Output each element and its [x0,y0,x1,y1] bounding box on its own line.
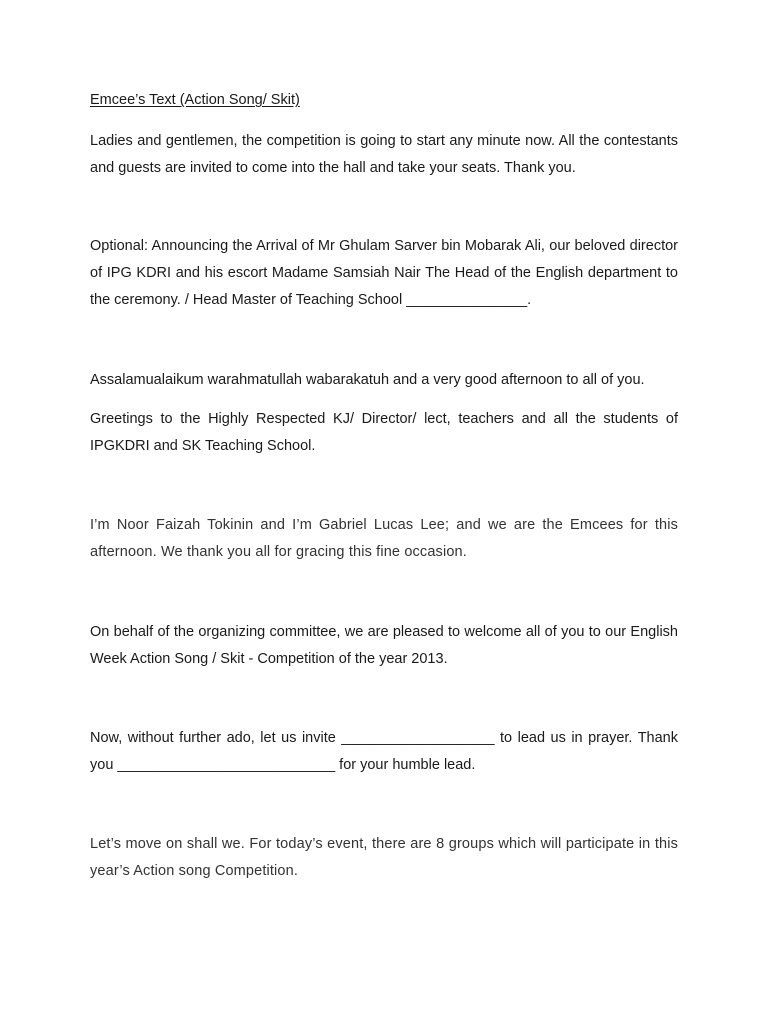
paragraph-salutation: Assalamualaikum warahmatullah wabarakatuh and a very good afternoon to all of you. [90,372,645,388]
paragraph-optional-arrival: Optional: Announcing the Arrival of Mr Ghulam Sarver bin Mobarak Ali, our beloved director of IPG KDRI and his escort Madame Samsiah Nair The Head of the English department to the ceremony. / Head Master of Teaching School _______________. [90,238,678,308]
paragraph-greetings: Greetings to the Highly Respected KJ/ Director/ lect, teachers and all the students of IPGKDRI and SK Teaching School. [90,411,678,454]
paragraph-welcome: On behalf of the organizing committee, we are pleased to welcome all of you to our English Week Action Song / Skit - Competition of the year 2013. [90,624,678,667]
paragraph-prayer-invite: Now, without further ado, let us invite ___________________ to lead us in prayer. Thank you ___________________________ for your humble lead. [90,730,678,773]
paragraph-emcee-introduction: I’m Noor Faizah Tokinin and I’m Gabriel Lucas Lee; and we are the Emcees for this afternoon. We thank you all for gracing this fine occasion. [90,517,678,560]
paragraph-event-overview: Let’s move on shall we. For today’s event, there are 8 groups which will participate in this year’s Action song Competition. [90,836,678,879]
paragraph-opening-call: Ladies and gentlemen, the competition is going to start any minute now. All the contestants and guests are invited to come into the hall and take your seats. Thank you. [90,133,678,176]
document-title: Emcee’s Text (Action Song/ Skit) [90,92,300,108]
